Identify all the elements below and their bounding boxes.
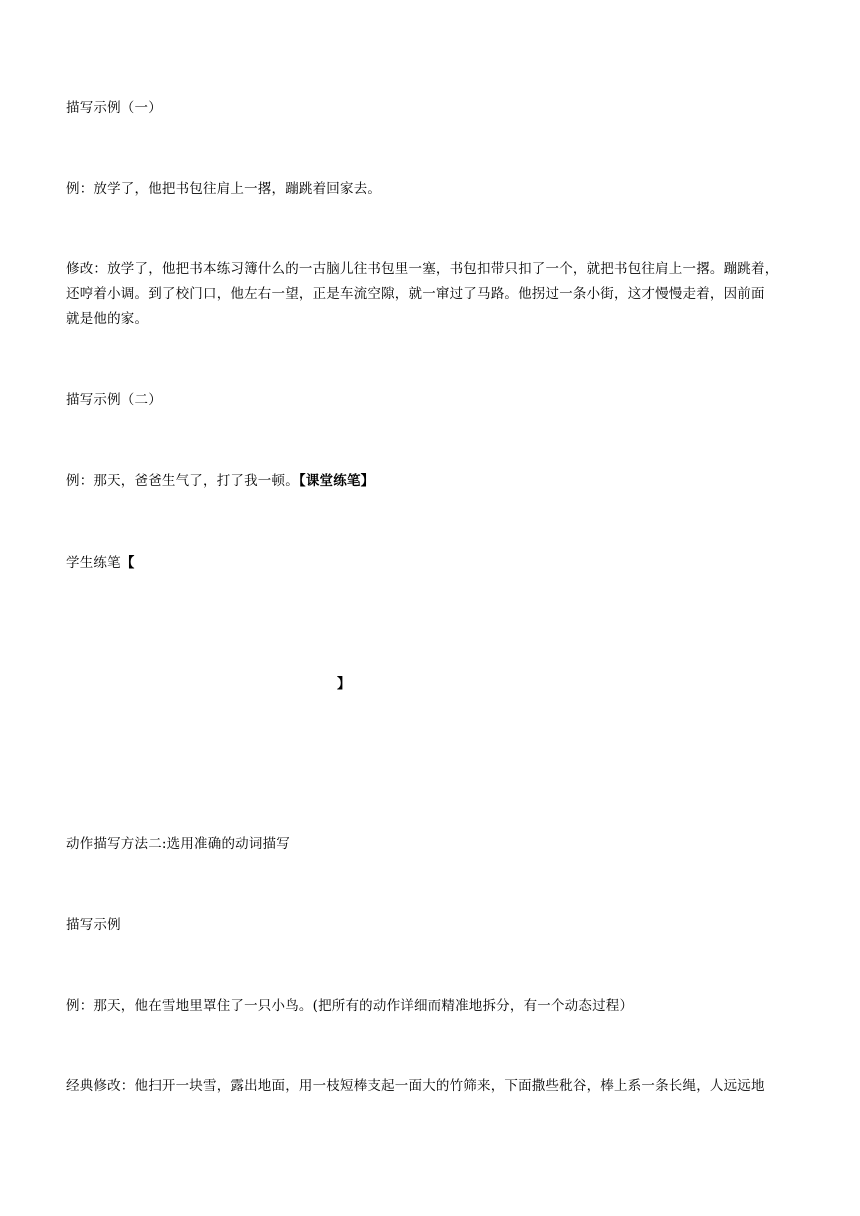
example-2-line [66, 469, 836, 494]
heading-example-2: 描写示例（二） [66, 392, 162, 408]
example-3-text: 例：那天，他在雪地里罩住了一只小鸟。(把所有的动作详细而精准地拆分，有一个动态过程） [66, 998, 634, 1014]
heading-example-3: 描写示例 [66, 917, 121, 933]
method-2-heading: 动作描写方法二:选用准确的动词描写 [66, 836, 290, 852]
student-practice-line [66, 551, 836, 576]
student-practice-label: 学生练笔 [66, 555, 121, 571]
revision-1-line-1: 修改：放学了，他把书本练习簿什么的一古脑儿往书包里一塞，书包扣带只扣了一个，就把书包往肩上一撂。蹦跳着， [66, 261, 779, 277]
example-2-text: 例：那天，爸爸生气了，打了我一顿。 [66, 473, 299, 489]
classic-revision-text: 经典修改：他扫开一块雪，露出地面，用一枝短棒支起一面大的竹筛来，下面撒些秕谷，棒上系一条长绳，人远远地 [66, 1078, 765, 1094]
student-practice-close-bracket: 】 [337, 676, 351, 692]
student-practice-open-bracket: 【 [120, 555, 135, 571]
heading-example-1: 描写示例（一） [66, 100, 162, 116]
revision-1-line-3: 就是他的家。 [66, 311, 149, 327]
revision-1-line-2: 还哼着小调。到了校门口，他左右一望，正是车流空隙，就一窜过了马路。他拐过一条小街，这才慢慢走着，因前面 [66, 286, 765, 302]
classroom-practice-tag: 【课堂练笔】 [298, 473, 375, 489]
example-1-text: 例：放学了，他把书包往肩上一撂，蹦跳着回家去。 [66, 181, 382, 197]
